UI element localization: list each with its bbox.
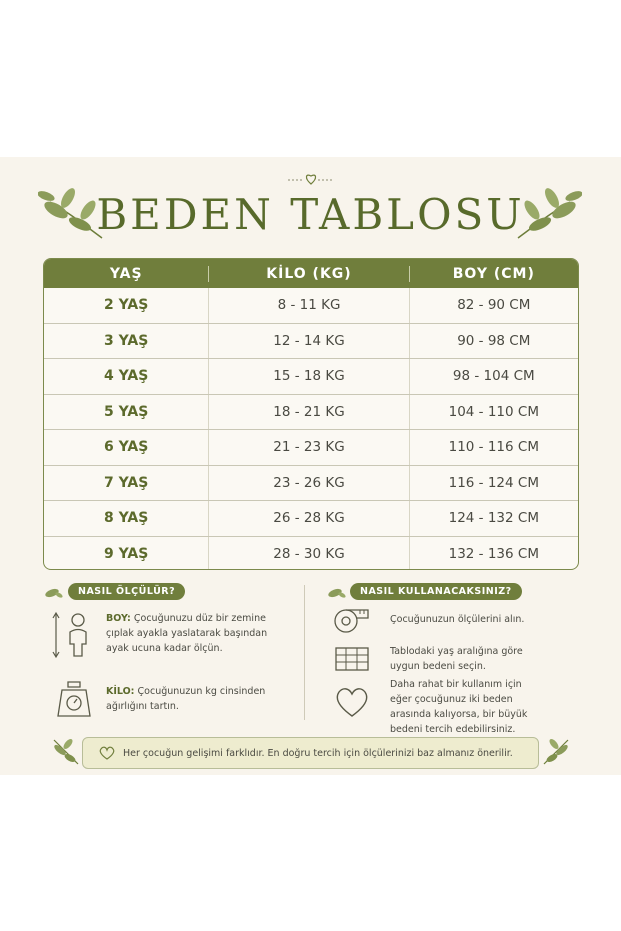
size-chart-icon (334, 646, 370, 672)
height-cell: 82 - 90 CM (409, 288, 578, 323)
leaf-bullet-icon (327, 586, 347, 600)
weight-cell: 15 - 18 KG (208, 359, 408, 394)
height-cell: 116 - 124 CM (409, 466, 578, 501)
weight-cell: 26 - 28 KG (208, 501, 408, 536)
weight-cell: 23 - 26 KG (208, 466, 408, 501)
heart-icon (334, 686, 370, 718)
age-cell: 7 YAŞ (104, 474, 149, 491)
age-cell: 8 YAŞ (104, 510, 149, 527)
table-row (44, 288, 578, 323)
leaf-branch-icon (516, 184, 582, 240)
weight-cell: 12 - 14 KG (208, 324, 408, 359)
age-cell: 9 YAŞ (104, 545, 149, 562)
heart-ornament-icon (286, 168, 336, 188)
kilo-text: Çocuğunuzun kg cinsinden ağırlığını tartın. (106, 686, 266, 712)
age-cell: 4 YAŞ (104, 368, 149, 385)
usage-step-1: Çocuğunuzun ölçülerini alın. (390, 614, 525, 625)
height-cell: 98 - 104 CM (409, 359, 578, 394)
table-row (44, 536, 578, 571)
height-cell: 124 - 132 CM (409, 501, 578, 536)
height-cell: 110 - 116 CM (409, 430, 578, 465)
table-row (44, 500, 578, 536)
leaf-branch-icon (50, 734, 80, 766)
age-cell: 3 YAŞ (104, 332, 149, 349)
footer-note (82, 737, 539, 769)
table-body (44, 288, 578, 570)
height-cell: 132 - 136 CM (409, 537, 578, 571)
leaf-branch-icon (38, 184, 104, 240)
age-cell: 2 YAŞ (104, 297, 149, 314)
tape-measure-icon (332, 606, 372, 636)
boy-label: BOY: (106, 613, 131, 624)
leaf-branch-icon (542, 734, 572, 766)
table-row (44, 323, 578, 359)
column-header-age: YAŞ (109, 265, 143, 282)
page-title: BEDEN TABLOSU (96, 190, 525, 239)
kilo-label: KİLO: (106, 686, 135, 697)
scale-icon (56, 678, 92, 718)
column-header-weight: KİLO (KG) (208, 266, 408, 282)
table-row (44, 429, 578, 465)
age-cell: 6 YAŞ (104, 439, 149, 456)
usage-step-2: Tablodaki yaş aralığına göre uygun bedeni seçin. (390, 646, 523, 672)
table-row (44, 394, 578, 430)
footer-text: Her çocuğun gelişimi farklıdır. En doğru tercih için ölçülerinizi baz almanız önerilir. (123, 747, 513, 759)
usage-step-3: Daha rahat bir kullanım için eğer çocuğunuz iki beden arasında kalıyorsa, bir büyük bedeni tercih edebilirsiniz. (390, 679, 528, 735)
size-table (43, 258, 579, 570)
leaf-bullet-icon (44, 586, 64, 600)
child-height-icon (50, 610, 98, 660)
height-cell: 90 - 98 CM (409, 324, 578, 359)
weight-cell: 8 - 11 KG (208, 288, 408, 323)
kilo-instruction (106, 684, 286, 714)
weight-cell: 18 - 21 KG (208, 395, 408, 430)
usage-heading: NASIL KULLANACAKSINIZ? (350, 583, 522, 600)
height-cell: 104 - 110 CM (409, 395, 578, 430)
table-row (44, 358, 578, 394)
boy-text: Çocuğunuzu düz bir zemine çıplak ayakla yaslatarak başından ayak ucuna kadar ölçün. (106, 613, 268, 654)
section-divider (304, 585, 305, 720)
heart-icon (99, 746, 115, 760)
weight-cell: 21 - 23 KG (208, 430, 408, 465)
table-row (44, 465, 578, 501)
table-header (44, 259, 578, 288)
measure-heading: NASIL ÖLÇÜLÜR? (68, 583, 185, 600)
weight-cell: 28 - 30 KG (208, 537, 408, 571)
column-header-height: BOY (CM) (409, 266, 578, 282)
age-cell: 5 YAŞ (104, 403, 149, 420)
boy-instruction (106, 611, 286, 656)
